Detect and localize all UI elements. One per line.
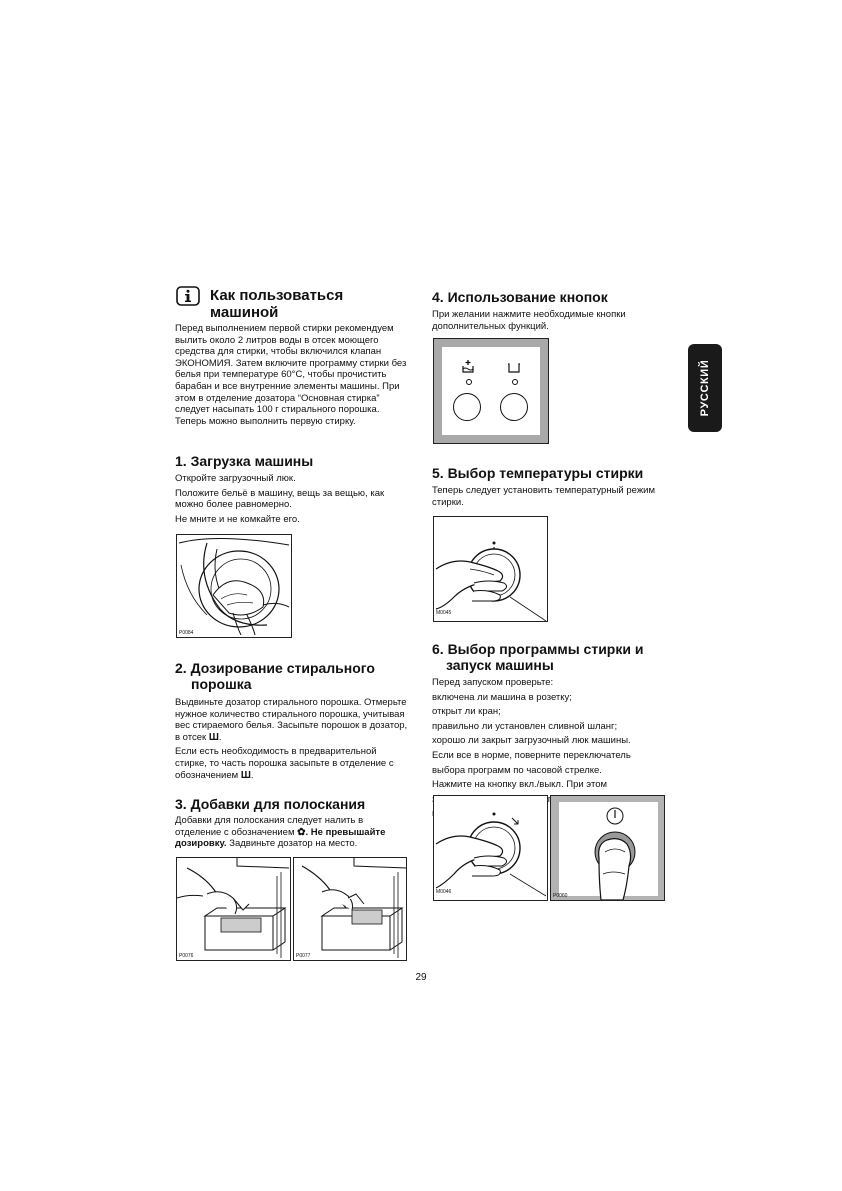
no-spin-button[interactable]	[500, 393, 528, 421]
section2-title-line2: порошка	[191, 676, 252, 692]
section3-text	[175, 815, 411, 850]
section2-text	[175, 697, 411, 781]
section6-line: Если все в норме, поверните переключатель	[432, 749, 631, 761]
no-spin-led	[512, 379, 518, 385]
control-panel-figure	[433, 338, 549, 444]
intro-text: Перед выполнением первой стирки рекомендуем вылить около 2 литров воды в отсек моющего средства для стирки, чтобы включился клапан ЭКОНОМИЯ. Затем включите программу стирки без белья при температуре 60°С, чтобы прочистить барабан и все внутренние элементы машины. При этом в отделение дозатора “Основная стирка” следует насыпать 100 г стирального порошка. Теперь можно выполнить первую стирку.	[175, 323, 407, 427]
section2-para-1-text: Выдвиньте дозатор стирального порошка. Отмерьте нужное количество стирального порошка, учитывая вес стираемого белья. Засыпьте порошок в дозатор, в отсек	[175, 697, 408, 743]
power-icon	[607, 808, 623, 824]
figure-code: P0060	[553, 893, 568, 899]
section3-text-b: Задвиньте дозатор на место.	[226, 838, 358, 850]
page-number: 29	[415, 972, 427, 983]
section2-title	[175, 660, 415, 692]
softener-compartment-icon: ✿	[297, 826, 306, 838]
section6-line: хорошо ли закрыт загрузочный люк машины.	[432, 735, 631, 747]
section1-title: 1. Загрузка машины	[175, 453, 314, 469]
prewash-compartment-icon: Ш	[208, 731, 219, 743]
section1-para-3: Не мните и не комкайте его.	[175, 513, 300, 525]
section6-line: включена ли машина в розетку;	[432, 691, 572, 703]
section3-title: 3. Добавки для полоскания	[175, 796, 366, 812]
intro-title-line1: Как пользоваться	[210, 287, 344, 304]
section1-text	[175, 473, 411, 525]
power-button-figure	[550, 795, 665, 901]
dispenser-figure-2	[293, 857, 407, 961]
section6-title-line1: 6. Выбор программы стирки и	[432, 641, 644, 657]
section3-bold-warning: . Не превышайте дозировку.	[175, 826, 386, 850]
prewash-compartment-icon: Ш	[240, 769, 251, 781]
section6-title	[432, 641, 672, 673]
section2-para-2	[175, 746, 411, 781]
figure-code: P0077	[296, 953, 311, 959]
section2-para-1	[175, 697, 411, 743]
figure-code: P0084	[179, 630, 194, 636]
info-icon	[176, 286, 200, 306]
rinse-plus-led	[466, 379, 472, 385]
section5-title: 5. Выбор температуры стирки	[432, 465, 644, 481]
section2-para-2-end: .	[250, 769, 254, 781]
dispenser-figure-1	[176, 857, 291, 961]
no-spin-icon	[506, 360, 522, 376]
intro-title	[210, 287, 343, 321]
section1-para-1: Откройте загрузочный люк.	[175, 473, 296, 484]
section6-line: открыт ли кран;	[432, 706, 501, 718]
program-dial-figure	[433, 795, 548, 901]
section2-title-line1: 2. Дозирование стирального	[175, 660, 375, 676]
control-panel-face	[442, 347, 540, 435]
language-tab	[688, 344, 722, 432]
section6-line: Перед запуском проверьте:	[432, 677, 554, 688]
section1-para-2: Положите бельё в машину, вещь за вещью, как можно более равномерно.	[175, 487, 385, 511]
section4-title: 4. Использование кнопок	[432, 289, 608, 305]
loading-laundry-figure	[176, 534, 292, 638]
section2-para-2-text: Если есть необходимость в предварительной стирке, то часть порошка засыпьте в отделение с обозначением	[175, 746, 394, 781]
temperature-dial-figure	[433, 516, 548, 622]
section6-title-line2: запуск машины	[446, 657, 554, 673]
language-tab-label: РУССКИЙ	[699, 359, 711, 417]
section5-text: Теперь следует установить температурный режим стирки.	[432, 485, 656, 508]
section6-line: правильно ли установлен сливной шланг;	[432, 720, 618, 732]
section3-text-a: Добавки для полоскания следует налить в отделение с обозначением	[175, 815, 364, 838]
section6-line: выбора программ по часовой стрелке.	[432, 764, 602, 776]
section2-para-1-end: .	[218, 731, 222, 743]
figure-code: M0046	[436, 889, 452, 895]
figure-code: P0076	[179, 953, 194, 959]
section4-text: При желании нажмите необходимые кнопки дополнительных функций.	[432, 309, 626, 332]
rinse-plus-button[interactable]	[453, 393, 481, 421]
intro-title-line2: машиной	[210, 304, 279, 321]
section6-line: Нажмите на кнопку вкл./выкл. При этом	[432, 779, 608, 791]
figure-code: M0045	[436, 610, 452, 616]
rinse-plus-icon	[460, 360, 476, 376]
